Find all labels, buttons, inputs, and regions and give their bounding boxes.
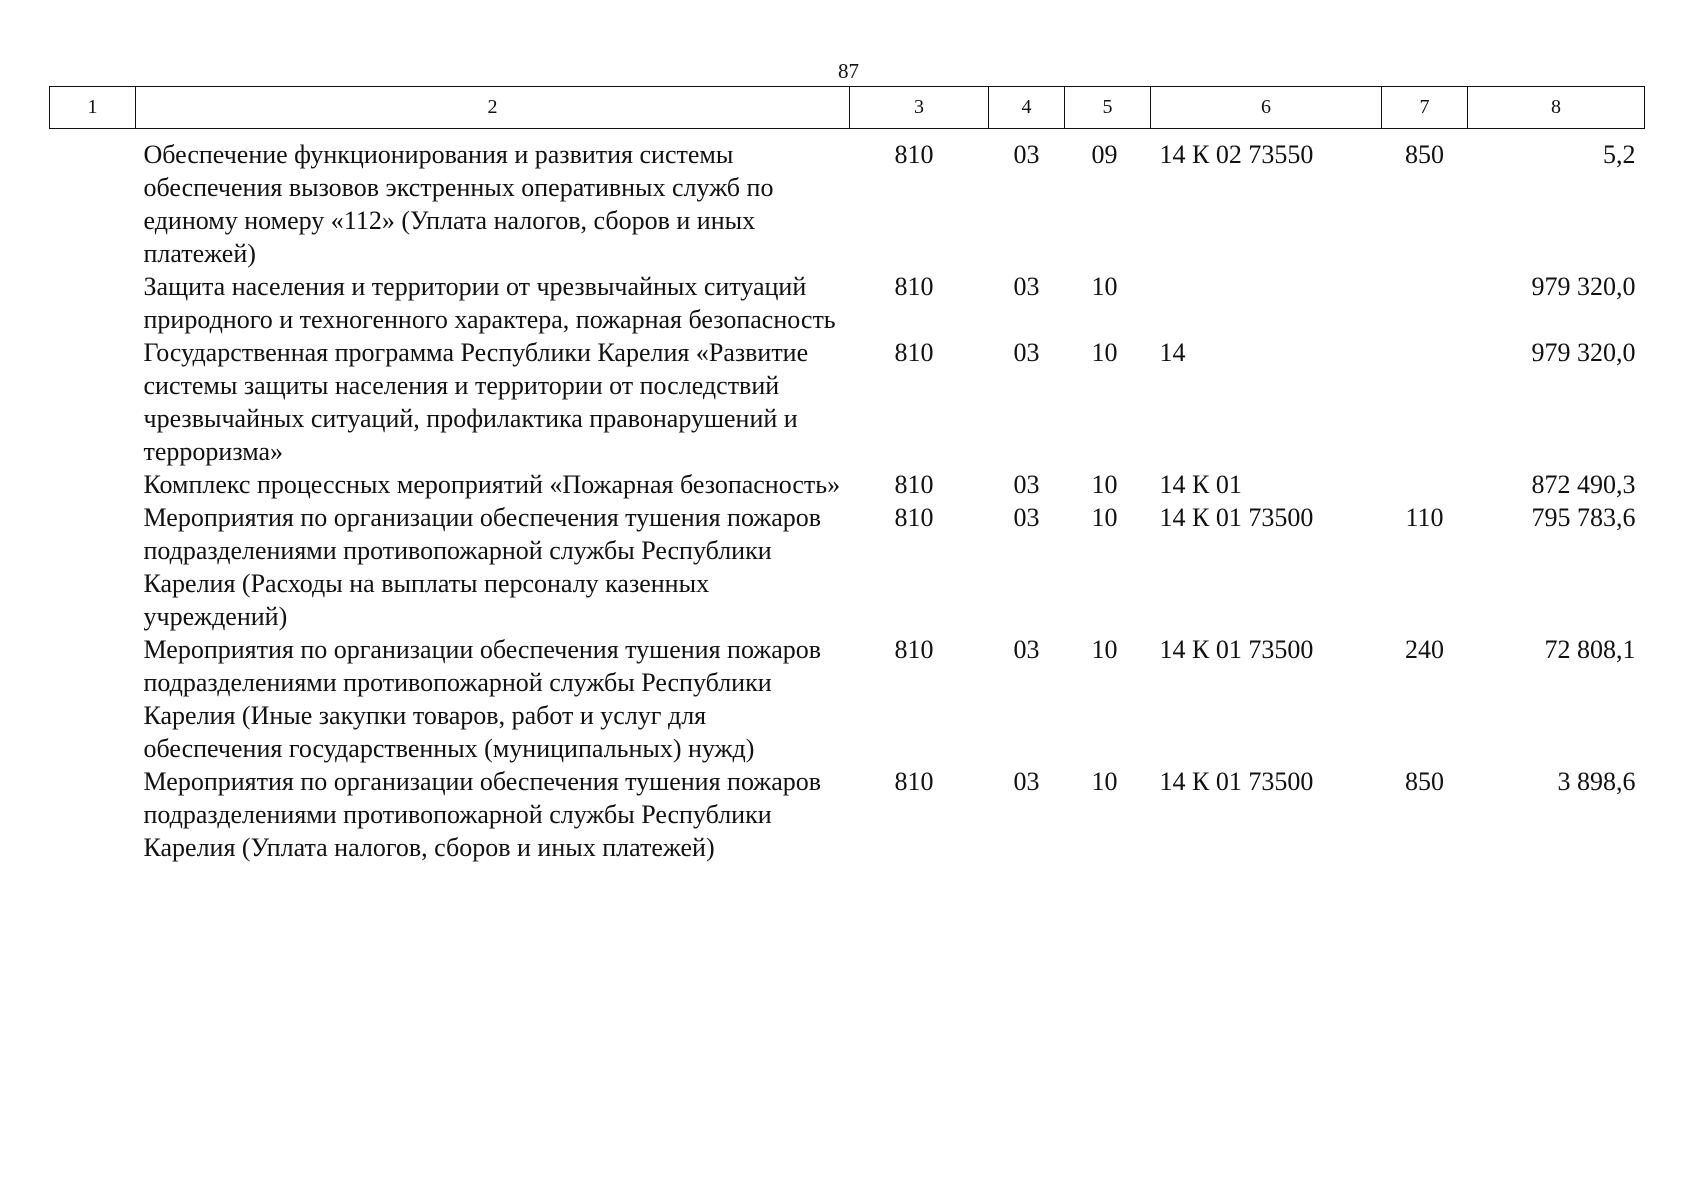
row-vr: 110 <box>1405 503 1444 532</box>
row-index-cell <box>50 633 136 765</box>
table-header-row <box>50 87 1645 129</box>
row-pr: 10 <box>1091 503 1118 532</box>
row-pr: 10 <box>1091 635 1118 664</box>
row-csr: 14 К 01 73500 <box>1159 767 1314 796</box>
row-grbs: 810 <box>894 503 934 532</box>
table-row <box>50 336 1645 468</box>
row-pr: 09 <box>1091 140 1118 169</box>
column-header-7: 7 <box>1382 87 1468 129</box>
table-row <box>50 129 1645 271</box>
table-row <box>50 765 1645 864</box>
row-amount: 3 898,6 <box>1557 767 1636 796</box>
column-header-1: 1 <box>50 87 136 129</box>
row-grbs: 810 <box>894 767 934 796</box>
row-grbs: 810 <box>894 272 934 301</box>
table-row <box>50 270 1645 336</box>
row-pr: 10 <box>1091 338 1118 367</box>
row-csr <box>1151 270 1382 336</box>
row-vr: 240 <box>1405 635 1444 664</box>
row-name: Комплекс процессных мероприятий «Пожарная безопасность» <box>143 470 841 499</box>
row-name: Государственная программа Республики Карелия «Развитие системы защиты населения и территории от последствий чрезвычайных ситуаций, профилактика правонарушений и терроризма» <box>143 338 809 466</box>
row-amount: 872 490,3 <box>1531 470 1636 499</box>
row-rz: 03 <box>1013 635 1040 664</box>
row-rz: 03 <box>1013 272 1040 301</box>
row-index-cell <box>50 336 136 468</box>
table-row <box>50 468 1645 501</box>
row-index-cell <box>50 270 136 336</box>
table-row <box>50 501 1645 633</box>
column-header-2: 2 <box>136 87 850 129</box>
row-amount: 979 320,0 <box>1531 272 1636 301</box>
row-grbs: 810 <box>894 140 934 169</box>
row-name: Мероприятия по организации обеспечения тушения пожаров подразделениями противопожарной службы Республики Карелия (Расходы на выплаты персоналу казенных учреждений) <box>143 503 822 631</box>
row-amount: 72 808,1 <box>1544 635 1636 664</box>
column-header-8: 8 <box>1468 87 1645 129</box>
row-name: Защита населения и территории от чрезвычайных ситуаций природного и техногенного характера, пожарная безопасность <box>143 272 836 334</box>
row-amount: 979 320,0 <box>1531 338 1636 367</box>
column-header-5: 5 <box>1065 87 1151 129</box>
row-vr: 850 <box>1405 140 1444 169</box>
row-rz: 03 <box>1013 503 1040 532</box>
budget-table <box>49 86 1645 864</box>
column-header-4: 4 <box>989 87 1065 129</box>
column-header-6: 6 <box>1151 87 1382 129</box>
page-number: 87 <box>838 59 859 83</box>
row-name: Мероприятия по организации обеспечения тушения пожаров подразделениями противопожарной службы Республики Карелия (Уплата налогов, сборов и иных платежей) <box>143 767 822 862</box>
row-csr: 14 <box>1159 338 1186 367</box>
row-csr: 14 К 01 73500 <box>1159 503 1314 532</box>
row-index-cell <box>50 501 136 633</box>
row-grbs: 810 <box>894 635 934 664</box>
column-header-3: 3 <box>850 87 989 129</box>
row-rz: 03 <box>1013 338 1040 367</box>
row-index-cell <box>50 129 136 271</box>
row-rz: 03 <box>1013 767 1040 796</box>
row-pr: 10 <box>1091 470 1118 499</box>
row-grbs: 810 <box>894 470 934 499</box>
row-name: Обеспечение функционирования и развития системы обеспечения вызовов экстренных оперативных служб по единому номеру «112» (Уплата налогов, сборов и иных платежей) <box>143 140 774 268</box>
row-rz: 03 <box>1013 140 1040 169</box>
row-vr <box>1382 336 1468 468</box>
row-csr: 14 К 01 <box>1159 470 1242 499</box>
table-row <box>50 633 1645 765</box>
row-csr: 14 К 01 73500 <box>1159 635 1314 664</box>
row-rz: 03 <box>1013 470 1040 499</box>
row-index-cell <box>50 468 136 501</box>
row-index-cell <box>50 765 136 864</box>
row-vr <box>1382 468 1468 501</box>
row-vr <box>1382 270 1468 336</box>
row-grbs: 810 <box>894 338 934 367</box>
row-vr: 850 <box>1405 767 1444 796</box>
row-name: Мероприятия по организации обеспечения тушения пожаров подразделениями противопожарной службы Республики Карелия (Иные закупки товаров, работ и услуг для обеспечения государственных (муниципальных) нужд) <box>143 635 822 763</box>
row-amount: 5,2 <box>1603 140 1636 169</box>
row-csr: 14 К 02 73550 <box>1159 140 1314 169</box>
row-pr: 10 <box>1091 767 1118 796</box>
row-pr: 10 <box>1091 272 1118 301</box>
row-amount: 795 783,6 <box>1531 503 1636 532</box>
